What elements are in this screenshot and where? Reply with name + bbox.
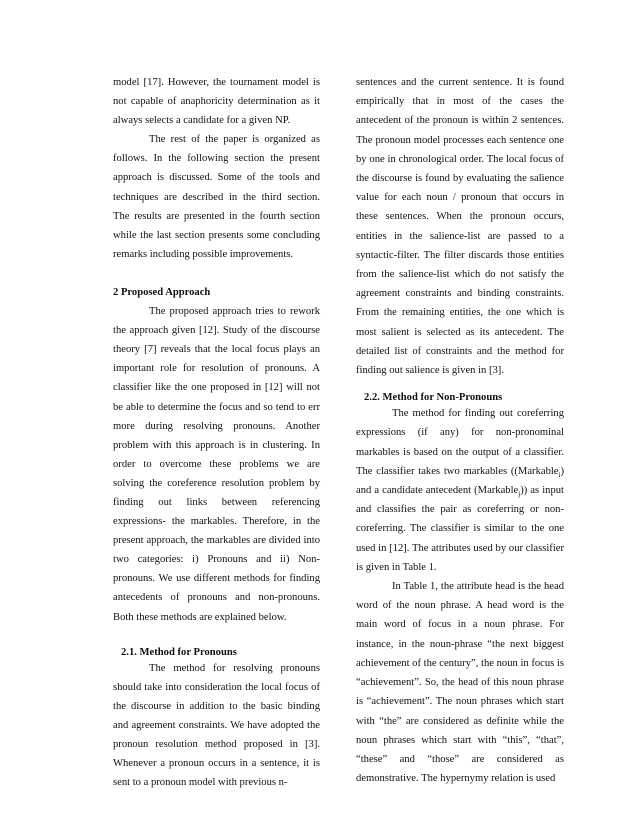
paragraph: model [17]. However, the tournament model is not capable of anaphoricity determination as it always selects a candidate for a given NP. (113, 77, 320, 127)
paragraph: In Table 1, the attribute head is the head word of the noun phrase. A head word is the main word of focus in a noun phrase. For instance, in the noun-phrase “the next biggest achievement of the century”, the noun in focus is “achievement”. So, the head of this noun phrase is “achievement”. The noun phrases which start with “the” are considered as definite while the noun phrases which start with “this”, “that”, “these” and “those” are considered as demonstrative. The hypernymy relation is used (356, 581, 564, 785)
paragraph: The rest of the paper is organized as follows. In the following section the present approach is discussed. Some of the tools and techniques are described in the third section. The results are presented in the fourth section while the last section presents some concluding remarks including possible improvements. (113, 134, 320, 260)
paragraph: The proposed approach tries to rework the approach given [12]. Study of the discourse theory [7] reveals that the local focus plays an important role for resolution of pronouns. A classifier like the one proposed in [12] will not be able to determine the focus and so tend to err more during resolving pronouns. Another problem with this approach is in clustering. In order to overcome these problems we are solving the coreference resolution problem by finding out links between referencing expressions- the markables. Therefore, in the present approach, the markables are divided into two categories: i) Pronouns and ii) Non-pronouns. We use different methods for finding antecedents of pronouns and non-pronouns. Both these methods are explained below. (113, 306, 320, 623)
text-run: ) and a candidate antecedent (Markable (356, 465, 564, 497)
paragraph (356, 404, 564, 577)
right-column (356, 73, 564, 788)
subscript: j (518, 490, 521, 499)
paragraph: sentences and the current sentence. It is found empirically that in most of the cases the antecedent of the pronoun is within 2 sentences. The pronoun model processes each sentence one by one in chronological order. The local focus of the discourse is found by evaluating the salience value for each noun / pronoun that occurs in these sentences. When the pronoun occurs, entities in the salience-list are passed to a syntactic-filter. The filter discards those entities from the salience-list which do not satisfy the agreement constraints and binding constraints. From the remaining entities, the one which is most salient is selected as its antecedent. The detailed list of constraints and the method for finding out salience is given in [3]. (356, 77, 564, 377)
subsection-heading: 2.1. Method for Pronouns (121, 646, 237, 658)
subscript: i (558, 470, 561, 479)
text-run: )) as input and classifies the pair as coreferring or non-coreferring. The classifier is similar to the one used in [12]. The attributes used by our classifier is given in Table 1. (356, 485, 564, 573)
section-heading: 2 Proposed Approach (113, 286, 211, 298)
subsection-heading: 2.2. Method for Non-Pronouns (364, 392, 503, 404)
text-run: The method for finding out coreferring expressions (if any) for non-pronominal markables is based on the output of a classifier. The classifier takes two markables ((Markable (356, 408, 564, 477)
left-column (113, 73, 320, 792)
paragraph: The method for resolving pronouns should take into consideration the local focus of the discourse in addition to the basic binding and agreement constraints. We have adopted the pronoun resolution method proposed in [3]. Whenever a pronoun occurs in a sentence, it is sent to a pronoun model with previous n- (113, 662, 320, 789)
